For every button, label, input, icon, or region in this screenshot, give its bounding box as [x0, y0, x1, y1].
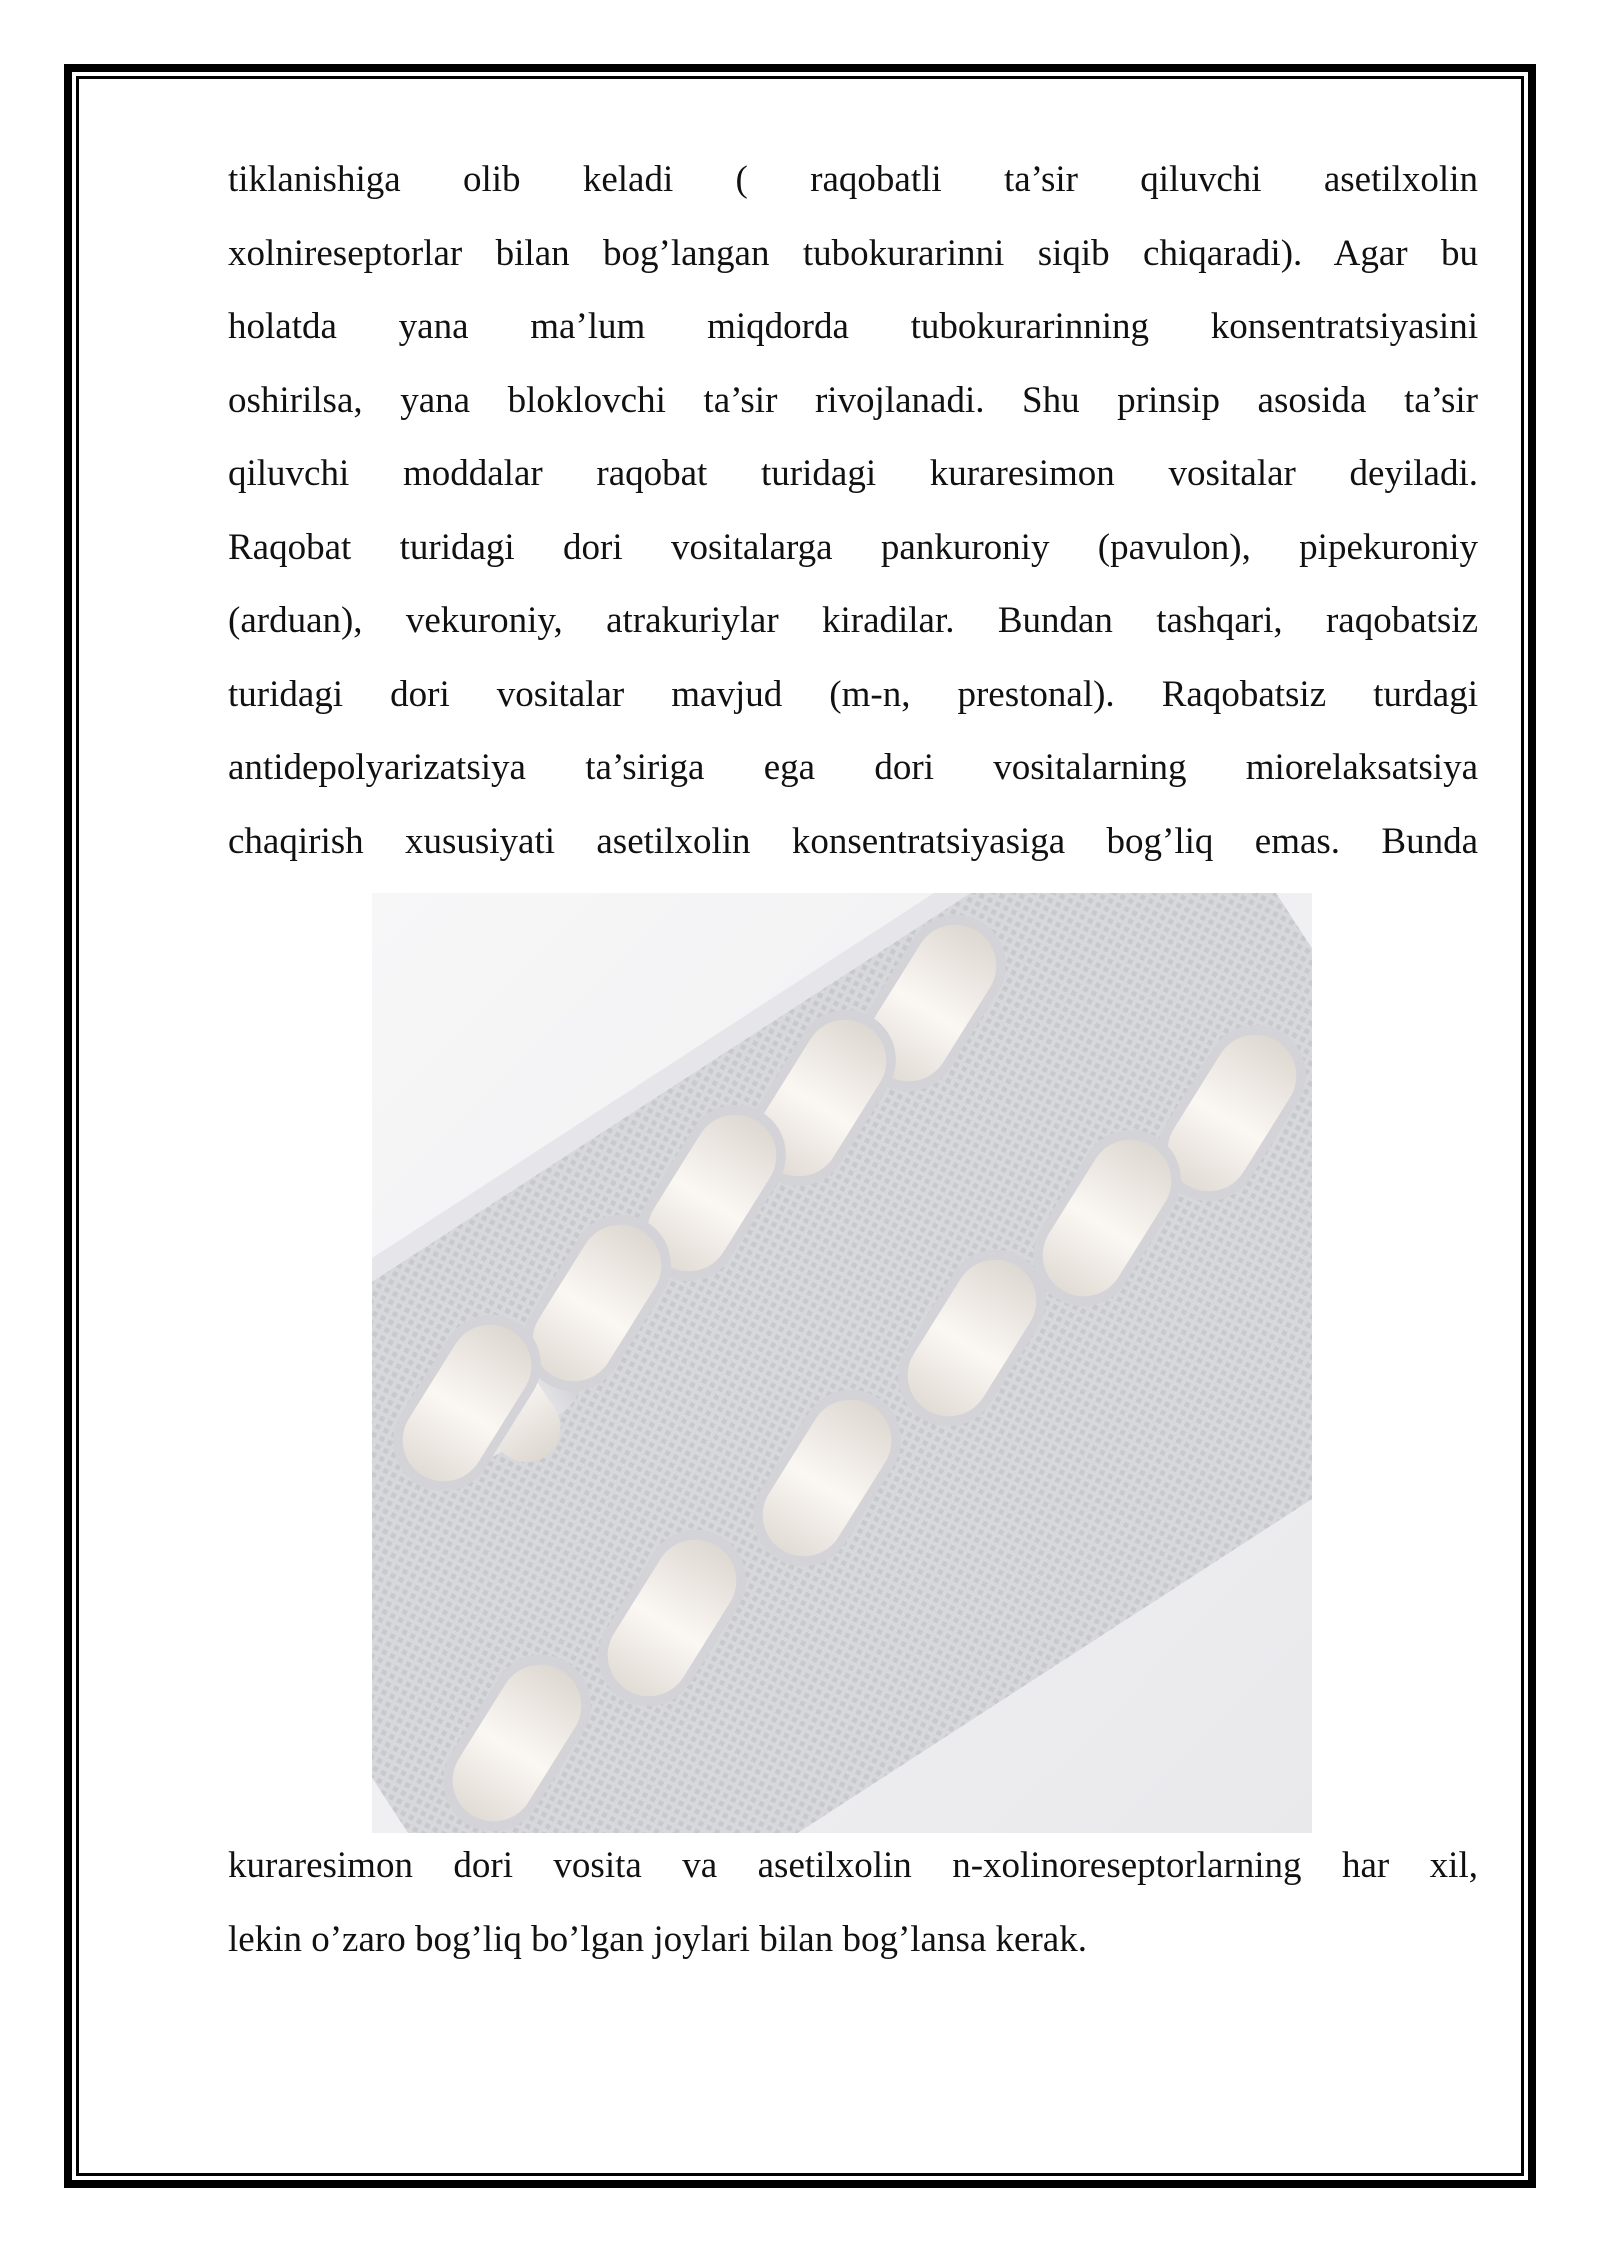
paragraph-line: kuraresimon dori vosita va asetilxolin n-xolinoreseptorlarning har xil,	[228, 1845, 1478, 1886]
paragraph-line: qiluvchi moddalar raqobat turidagi kuraresimon vositalar deyiladi.	[228, 453, 1478, 494]
paragraph-line: oshirilsa, yana bloklovchi ta’sir rivojlanadi. Shu prinsip asosida ta’sir	[228, 379, 1478, 421]
paragraph-line: xolnireseptorlar bilan bog’langan tubokurarinni siqib chiqaradi). Agar bu	[228, 232, 1478, 274]
paragraph-line: antidepolyarizatsiya ta’siriga ega dori vositalarning miorelaksatsiya	[228, 747, 1478, 788]
paragraph-line: lekin o’zaro bog’liq bo’lgan joylari bilan bog’lansa kerak.	[228, 1918, 1087, 1960]
paragraph-line: turidagi dori vositalar mavjud (m-n, prestonal). Raqobatsiz turdagi	[228, 673, 1478, 715]
capsule-blister-pack-photo	[372, 893, 1312, 1833]
paragraph-line: tiklanishiga olib keladi ( raqobatli ta’sir qiluvchi asetilxolin	[228, 159, 1478, 200]
paragraph-top	[228, 143, 1478, 878]
paragraph-bottom	[228, 1829, 1478, 1976]
paragraph-line: chaqirish xususiyati asetilxolin konsentratsiyasiga bog’liq emas. Bunda	[228, 820, 1478, 862]
paragraph-line: Raqobat turidagi dori vositalarga pankuroniy (pavulon), pipekuroniy	[228, 526, 1478, 568]
paragraph-line: (arduan), vekuroniy, atrakuriylar kiradilar. Bundan tashqari, raqobatsiz	[228, 600, 1478, 641]
paragraph-line: holatda yana ma’lum miqdorda tubokurarinning konsentratsiyasini	[228, 306, 1478, 347]
